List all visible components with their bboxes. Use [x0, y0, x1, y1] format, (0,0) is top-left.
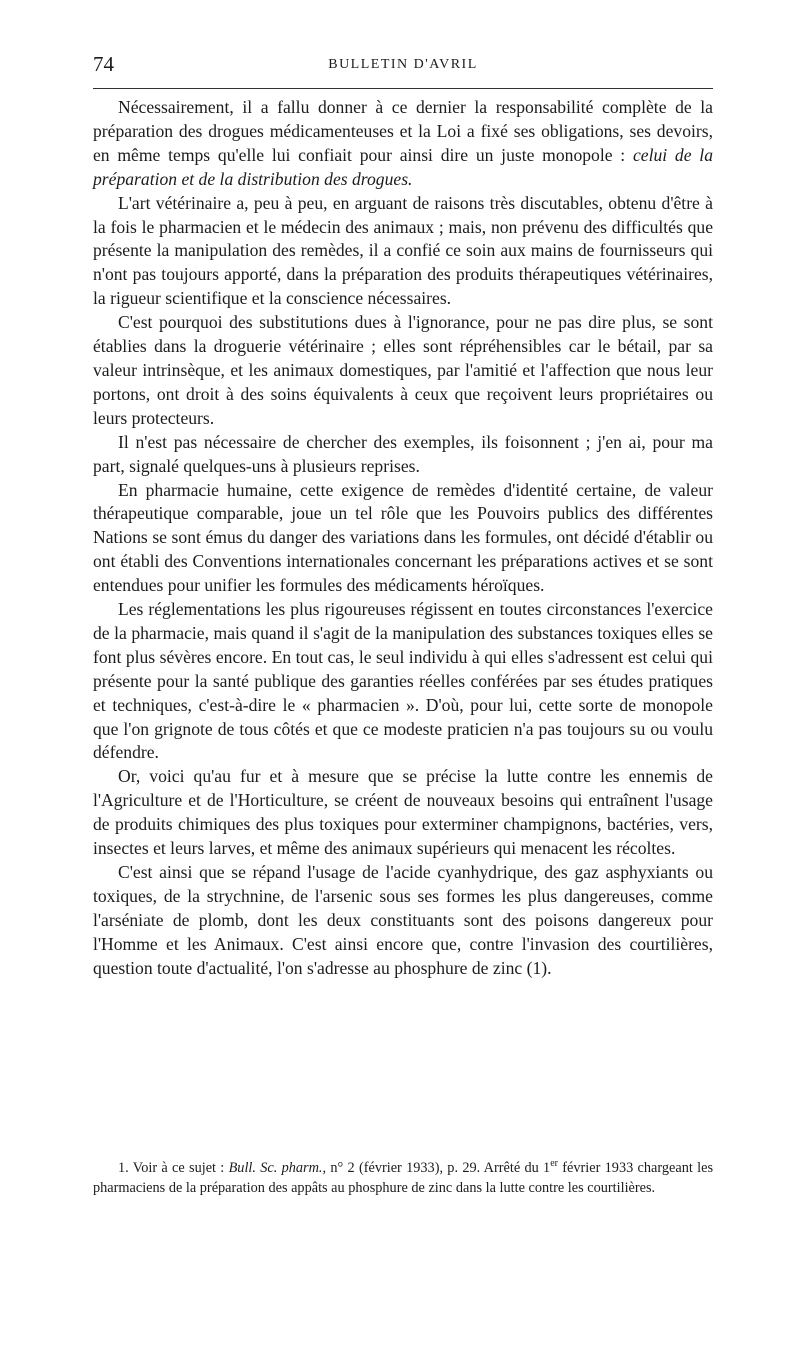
running-title: BULLETIN D'AVRIL: [328, 57, 478, 72]
paragraph: Il n'est pas nécessaire de chercher des exemples, ils foisonnent ; j'en ai, pour ma part, signalé quelques-uns à plusieurs reprises.: [93, 431, 713, 476]
paragraph-last: [93, 861, 713, 981]
paragraph: C'est pourquoi des substitutions dues à l'ignorance, pour ne pas dire plus, se sont établies dans la droguerie vétérinaire ; elles sont répréhensibles car le bétail, par sa valeur intrinsèque, et les animaux domestiques, par l'amitié et l'affection que nous leur portons, ont droit à des soins équivalents à ceux que reçoivent leurs propriétaires ou leurs protecteurs.: [93, 312, 713, 428]
footnote-reference[interactable]: (1).: [526, 957, 552, 978]
paragraph-last-text: C'est ainsi que se répand l'usage de l'acide cyanhydrique, des gaz asphyxiants ou toxiques, de la strychnine, de l'arsenic sous ses formes les plus dangereuses, comme l'arséniate de plomb, dont les deux constituants sont des poisons dangereux pour l'Homme et les Animaux. C'est ainsi encore que, contre l'invasion des courtilières, question toute d'actualité, l'on s'adresse au phosphure de zinc: [93, 862, 713, 978]
footnote-text: [93, 1159, 713, 1198]
paragraph-1: [93, 96, 713, 192]
body-text: [93, 96, 713, 981]
page-number: 74: [93, 52, 114, 76]
paragraph: Or, voici qu'au fur et à mesure que se précise la lutte contre les ennemis de l'Agriculture et de l'Horticulture, se créent de nouveaux besoins qui entraînent l'usage de produits chimiques des plus toxiques pour exterminer champignons, bactéries, vers, insectes et leurs larves, et même des animaux supérieurs qui menacent les récoltes.: [93, 766, 713, 859]
paragraph: Les réglementations les plus rigoureuses régissent en toutes circonstances l'exercice de la pharmacie, mais quand il s'agit de la manipulation des substances toxiques elles se font plus sévères encore. En tout cas, le seul individu à qui elles s'adressent est celui qui présente pour la santé publique des garanties réelles conférées par ses études pratiques et techniques, c'est-à-dire le « pharmacien ». D'où, pour lui, cette sorte de monopole que l'on grignote de tous côtés et que ce modeste praticien n'a pas toujours su ou voulu défendre.: [93, 599, 713, 763]
footnote-number: 1.: [118, 1160, 129, 1176]
footnote-citation: Bull. Sc. pharm.: [228, 1160, 323, 1176]
footnote: [93, 1159, 713, 1198]
page-header: [93, 52, 713, 82]
paragraph-1-text: Nécessairement, il a fallu donner à ce dernier la responsabilité complète de la préparation des drogues médicamenteuses et la Loi a fixé ses obligations, ses devoirs, en même temps qu'elle lui confiait pour ainsi dire un juste monopole :: [93, 97, 713, 165]
footnote-text-2: , n° 2 (février 1933), p. 29. Arrêté du 1: [322, 1160, 551, 1176]
footnote-text-1: Voir à ce sujet :: [128, 1160, 229, 1176]
header-rule: [93, 88, 713, 89]
paragraph: En pharmacie humaine, cette exigence de remèdes d'identité certaine, de valeur thérapeutique comparable, joue un tel rôle que les Pouvoirs publics des différentes Nations se sont émus du danger des variations dans les formules, ont décidé d'établir ou ont établi des Conventions internationales concernant les préparations actives et se sont entendues pour unifier les formules des médicaments héroïques.: [93, 479, 713, 596]
footnote-text-3: février 1933 chargeant les pharmaciens de la préparation des appâts au phosphure de zinc dans la lutte contre les courtilières.: [93, 1160, 714, 1196]
paragraph: L'art vétérinaire a, peu à peu, en arguant de raisons très discutables, obtenu d'être à la fois le pharmacien et le médecin des animaux ; mais, non prévenu des difficultés que présente la manipulation des remèdes, il a confié ce soin aux mains de fournisseurs qui n'ont pas toujours apporté, dans la préparation des produits thérapeutiques vétérinaires, la rigueur scientifique et la conscience nécessaires.: [93, 192, 713, 309]
footnote-superscript: er: [550, 1158, 558, 1170]
emphasis-text: celui de la préparation et de la distribution des drogues.: [93, 144, 713, 189]
